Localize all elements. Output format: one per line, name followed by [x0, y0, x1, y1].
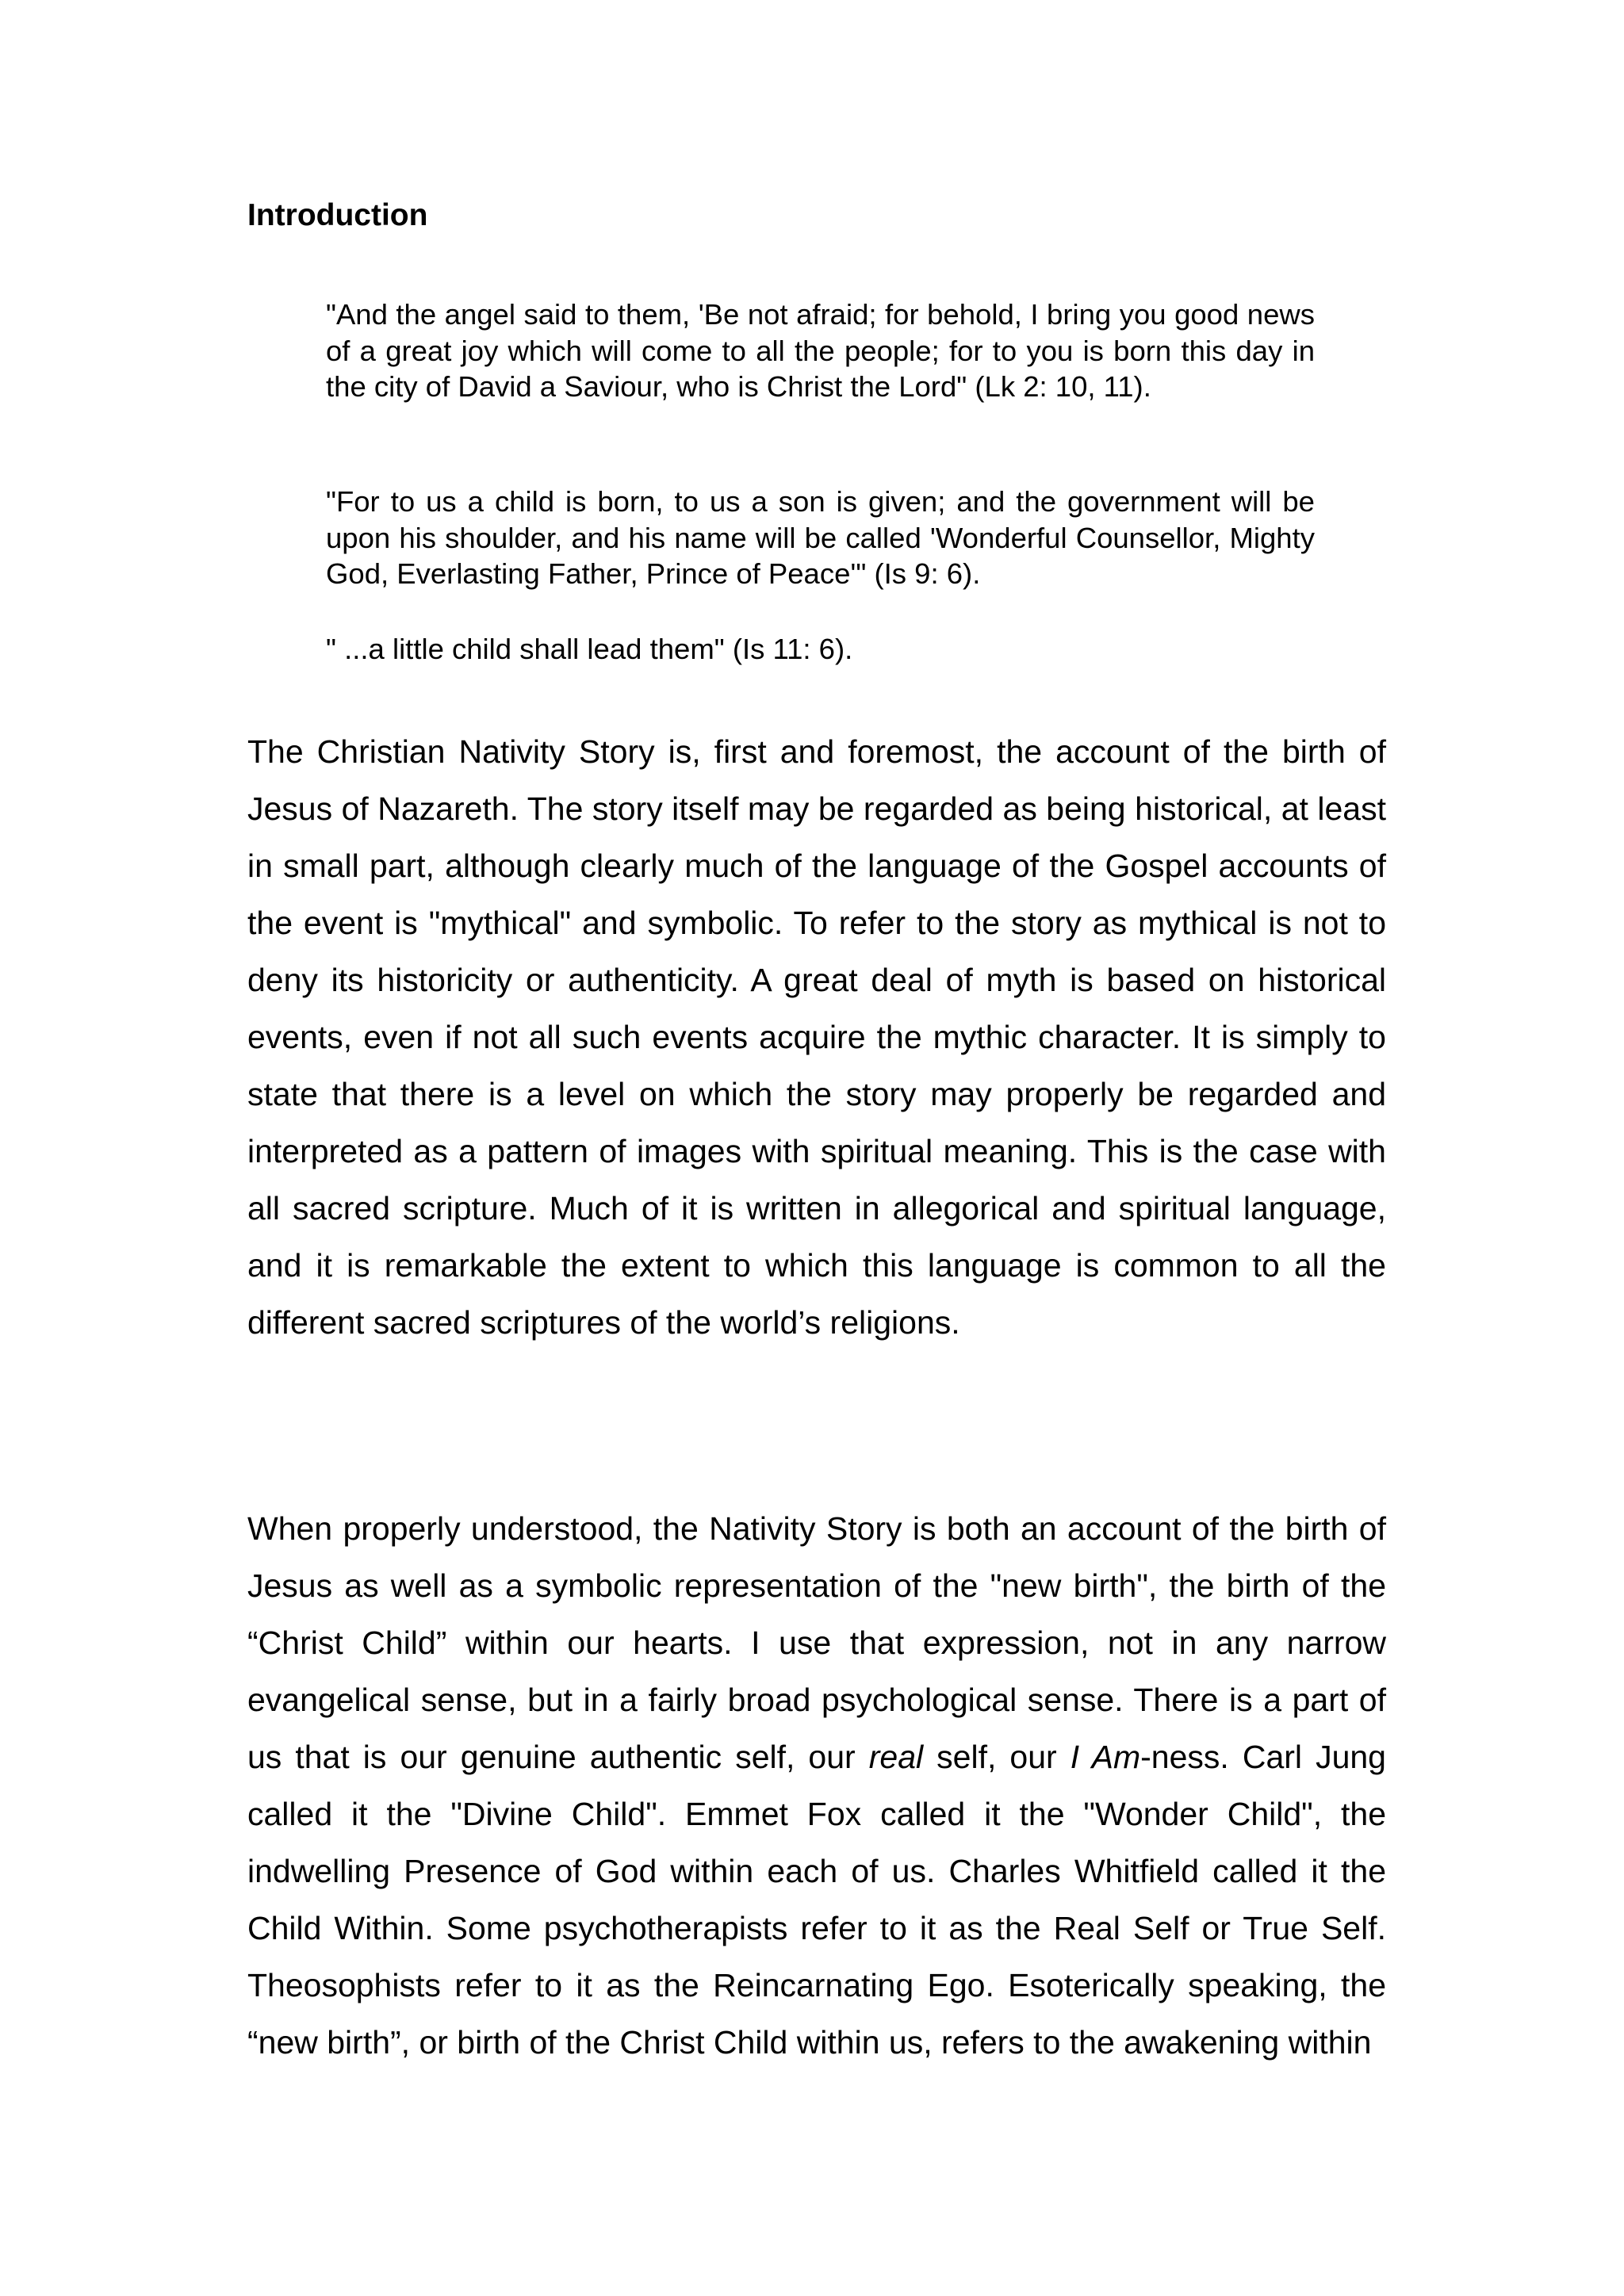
emphasis-i-am: I Am	[1070, 1739, 1141, 1775]
paragraph-2-text-part-1: When properly understood, the Nativity Story is both an account of the birth of Jesus as well as a symbolic representation of the "new birth", the birth of the “Christ Child” within our hearts. I use that expression, not in any narrow evangelical sense, but in a fairly broad psychological sense. There is a part of us that is our genuine authentic self, our	[247, 1510, 1386, 1775]
body-paragraph-1: The Christian Nativity Story is, first and foremost, the account of the birth of Jesus of Nazareth. The story itself may be regarded as being historical, at least in small part, although clearly much of the language of the Gospel accounts of the event is "mythical" and symbolic. To refer to the story as mythical is not to deny its historicity or authenticity. A great deal of myth is based on historical events, even if not all such events acquire the mythic character. It is simply to state that there is a level on which the story may properly be regarded and interpreted as a pattern of images with spiritual meaning. This is the case with all sacred scripture. Much of it is written in allegorical and spiritual language, and it is remarkable the extent to which this language is common to all the different sacred scriptures of the world’s religions.	[247, 733, 1386, 1341]
body-paragraph-2	[247, 1500, 1386, 2071]
emphasis-real: real	[868, 1739, 924, 1775]
epigraph-quote-luke: "And the angel said to them, 'Be not afraid; for behold, I bring you good news of a great joy which will come to all the people; for to you is born this day in the city of David a Saviour, who is Christ the Lord" (Lk 2: 10, 11).	[326, 298, 1315, 403]
epigraph-quote-isaiah-11: " ...a little child shall lead them" (Is 11: 6).	[326, 633, 853, 665]
paragraph-2-text-part-3: -ness. Carl Jung called it the "Divine Child". Emmet Fox called it the "Wonder Child", the indwelling Presence of God within each of us. Charles Whitfield called it the Child Within. Some psychotherapists refer to it as the Real Self or True Self. Theosophists refer to it as the Reincarnating Ego. Esoterically speaking, the “new birth”, or birth of the Christ Child within us, refers to the awakening within	[247, 1739, 1386, 2061]
section-heading: Introduction	[247, 198, 428, 232]
epigraph-quote-isaiah-9: "For to us a child is born, to us a son is given; and the government will be upon his shoulder, and his name will be called 'Wonderful Counsellor, Mighty God, Everlasting Father, Prince of Peace'" (Is 9: 6).	[326, 485, 1315, 590]
paragraph-2-text-part-2: self, our	[923, 1739, 1071, 1775]
